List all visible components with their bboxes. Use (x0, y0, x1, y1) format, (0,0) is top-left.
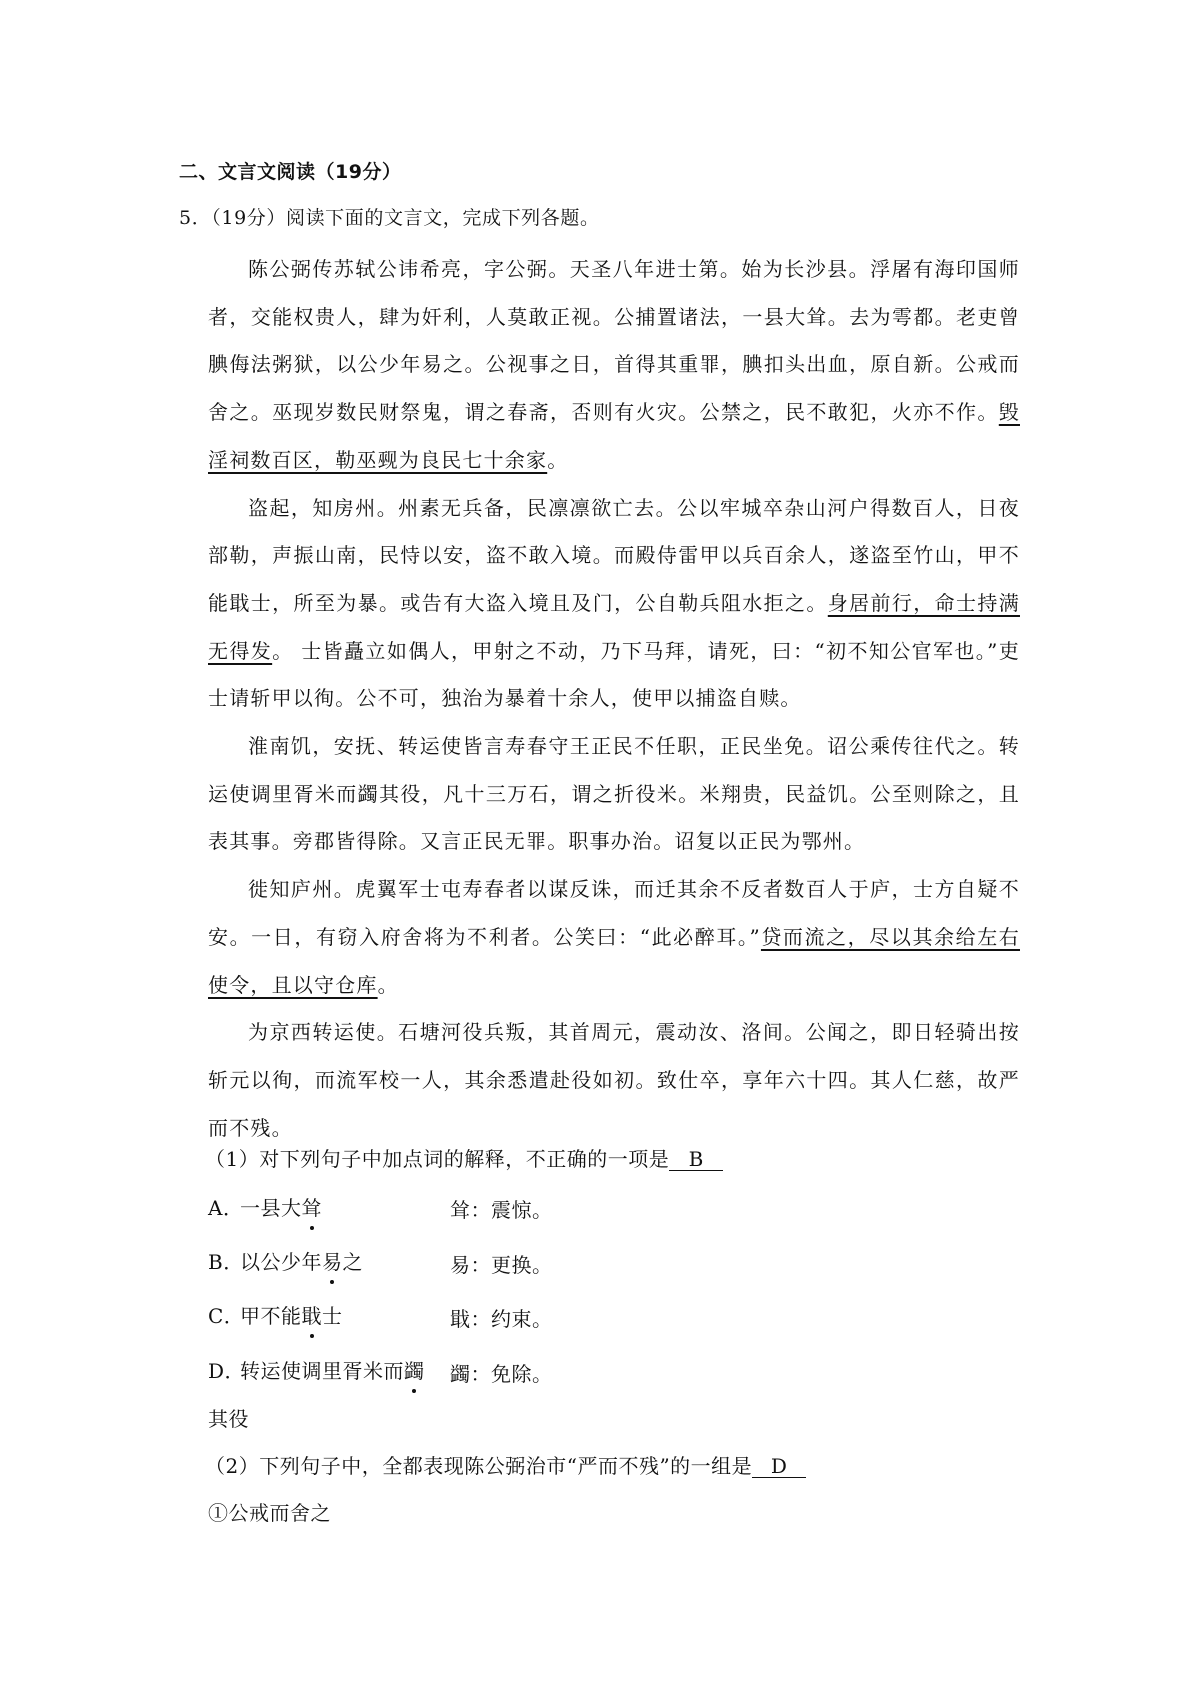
option-a (208, 1192, 322, 1220)
option-text: 甲不能 (240, 1304, 302, 1328)
option-text: 士 (322, 1304, 343, 1328)
paragraph-text: 。 (547, 447, 569, 472)
underlined-sentence: 毁淫祠数百区，勒巫觋为良民七十余家 (208, 400, 1020, 472)
option-c (208, 1300, 343, 1328)
option-sentence (240, 1192, 322, 1221)
option-c-gloss: 戢：约束。 (450, 1307, 553, 1331)
option-sentence (240, 1246, 363, 1275)
paragraph-text: 。 (377, 972, 399, 997)
question-1 (205, 1143, 723, 1172)
paragraph-text: 徙知庐州。虎翼军士屯寿春者以谋反诛，而迁其余不反者数百人于庐，士方自疑不安。一日，有窃入府舍将为不利者。公笑曰：“此必醉耳。” (208, 877, 1020, 949)
question-2 (205, 1450, 806, 1479)
classical-passage (208, 246, 1020, 1152)
passage-paragraph-3: 淮南饥，安抚、转运使皆言寿春守王正民不任职，正民坐免。诏公乘传往代之。转运使调里胥米而蠲其役，凡十三万石，谓之折役米。米翔贵，民益饥。公至则除之，且表其事。旁郡皆得除。又言正民无罪。职事办治。诏复以正民为鄂州。 (208, 734, 1020, 854)
option-a-gloss: 耸：震惊。 (450, 1198, 553, 1222)
paragraph-text: 。 士皆矗立如偶人，甲射之不动，乃下马拜，请死，曰：“初不知公官军也。”吏士请斩甲以徇。公不可，独治为暴着十余人，使甲以捕盗自赎。 (208, 638, 1020, 711)
option-letter: C． (208, 1304, 245, 1328)
option-letter: D． (208, 1359, 246, 1383)
question-2-answer: D (752, 1455, 806, 1478)
option-b (208, 1246, 363, 1274)
option-d (208, 1355, 425, 1383)
option-sentence (240, 1355, 425, 1384)
paragraph-text: 盗起，知房州。州素无兵备，民凛凛欲亡去。公以牢城卒杂山河户得数百人，日夜部勒，声振山南，民恃以安，盗不敢入境。而殿侍雷甲以兵百余人，遂盗至竹山，甲不能戢士，所至为暴。或告有大盗入境且及门，公自勒兵阻水拒之。 (208, 495, 1020, 615)
dotted-word: 易 (322, 1246, 343, 1275)
dotted-word: 戢 (302, 1300, 323, 1329)
option-text: 之 (342, 1250, 363, 1274)
option-text: 以公少年 (240, 1250, 322, 1274)
question-1-prompt: （1）对下列句子中加点词的解释，不正确的一项是 (205, 1147, 670, 1171)
dotted-word: 蠲 (404, 1355, 425, 1384)
dotted-word: 耸 (302, 1192, 323, 1221)
option-letter: A． (208, 1196, 244, 1220)
question-1-answer: B (669, 1148, 723, 1171)
option-letter: B． (208, 1250, 244, 1274)
section-title: 二、文言文阅读（19分） (179, 161, 402, 183)
option-text: 转运使调里胥米而 (240, 1359, 404, 1383)
paragraph-text: 陈公弼传苏轼公讳希亮，字公弼。天圣八年进士第。始为长沙县。浮屠有海印国师者，交能权贵人，肆为奸利，人莫敢正视。公捕置诸法，一县大耸。去为雩都。老吏曾腆侮法粥狱，以公少年易之。公视事之日，首得其重罪，腆扣头出血，原自新。公戒而舍之。巫现岁数民财祭鬼，谓之春斋，否则有火灾。公禁之，民不敢犯，火亦不作。 (208, 257, 1020, 425)
underlined-sentence: 身居前行，命士持满无得发 (208, 590, 1020, 663)
option-d-gloss: 蠲：免除。 (450, 1362, 553, 1386)
option-sentence (240, 1300, 343, 1329)
passage-paragraph-5: 为京西转运使。石塘河役兵叛，其首周元，震动汝、洛间。公闻之，即日轻骑出按斩元以徇，而流军校一人，其余悉遣赴役如初。致仕卒，享年六十四。其人仁慈，故严而不残。 (208, 1020, 1020, 1140)
question-2-prompt: （2）下列句子中，全都表现陈公弼治市“严而不残”的一组是 (205, 1454, 753, 1478)
passage-paragraph-1 (208, 246, 1020, 485)
passage-paragraph-4 (208, 866, 1020, 1009)
list-item: ①公戒而舍之 (208, 1501, 331, 1525)
option-b-gloss: 易：更换。 (450, 1253, 553, 1277)
underlined-sentence: 贷而流之，尽以其余给左右使令，且以守仓库 (208, 924, 1020, 997)
passage-paragraph-2 (208, 485, 1020, 724)
option-text: 一县大 (240, 1196, 302, 1220)
option-d-continuation: 其役 (208, 1407, 249, 1431)
question-heading: 5．（19分）阅读下面的文言文，完成下列各题。 (179, 207, 600, 229)
